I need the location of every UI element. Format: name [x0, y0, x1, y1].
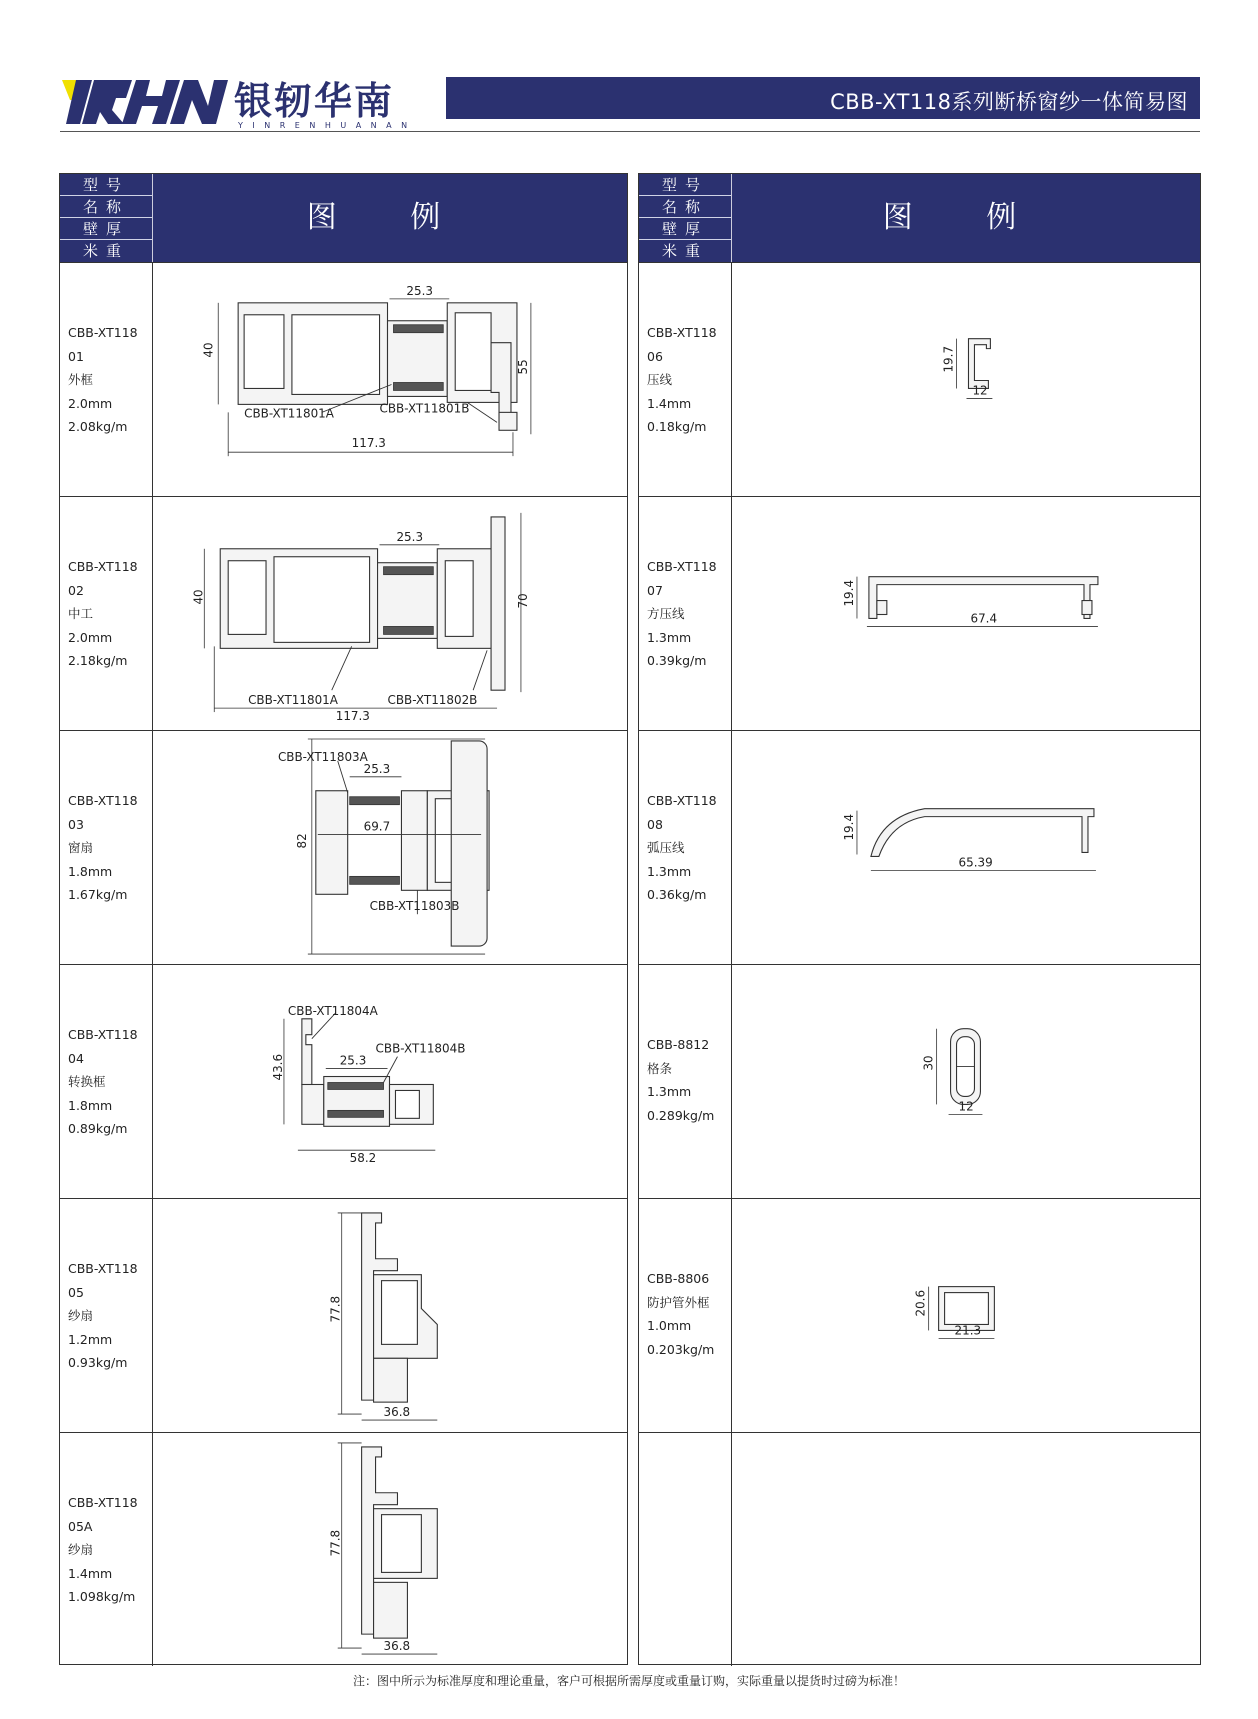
profile-info — [639, 497, 732, 730]
profile-info — [639, 1433, 732, 1666]
profile-drawing — [152, 497, 627, 730]
model-line: CBB-XT118 — [68, 325, 138, 340]
profile-info — [60, 965, 153, 1198]
profile-name: 纱扇 — [68, 1542, 94, 1558]
dim-height: 43.6 — [270, 1053, 285, 1081]
meter-weight: 2.18kg/m — [68, 653, 128, 669]
table-row — [639, 964, 1200, 1198]
profile-drawing — [152, 731, 627, 964]
profile-name: 防护管外框 — [647, 1294, 710, 1310]
dim-width: 12 — [958, 1099, 974, 1114]
dim-width: 65.39 — [958, 855, 993, 870]
wall-thickness: 1.3mm — [647, 863, 692, 879]
dim-height: 20.6 — [913, 1289, 928, 1317]
table-row — [60, 1198, 627, 1432]
callout-b: CBB-XT11803B — [369, 899, 460, 914]
header-title: 图 例 — [306, 200, 473, 235]
table-row — [60, 262, 627, 496]
table-row — [639, 496, 1200, 730]
model-line: CBB-XT118 — [647, 793, 717, 808]
model-line: CBB-XT118 — [647, 325, 717, 340]
profile-name: 方压线 — [647, 606, 685, 622]
profile-drawing — [731, 497, 1200, 730]
table-row — [639, 730, 1200, 964]
dim-width: 117.3 — [351, 436, 386, 451]
dim-width: 117.3 — [335, 709, 370, 724]
brand-name-pinyin: YINRENHUANAN — [238, 121, 417, 130]
profile-drawing — [731, 1199, 1200, 1432]
model-suffix: 07 — [647, 582, 663, 598]
profile-info — [639, 731, 732, 964]
glazing-bead-shape — [968, 339, 990, 389]
profile-name: 纱扇 — [68, 1308, 94, 1324]
dim-height: 40 — [191, 589, 206, 605]
table-row — [60, 730, 627, 964]
meter-weight: 1.098kg/m — [68, 1589, 136, 1605]
wall-thickness: 1.8mm — [68, 1097, 113, 1113]
meter-weight: 0.93kg/m — [68, 1355, 128, 1371]
meter-weight: 2.08kg/m — [68, 419, 128, 435]
header-divider — [60, 131, 1200, 132]
profile-info — [639, 1199, 732, 1432]
profile-info — [639, 965, 732, 1198]
meter-weight: 0.39kg/m — [647, 653, 707, 669]
profile-name: 窗扇 — [68, 840, 94, 856]
dim-thermal-break: 25.3 — [396, 529, 424, 544]
model-suffix: 04 — [68, 1050, 84, 1066]
document-title: CBB-XT118系列断桥窗纱一体简易图 — [830, 90, 1188, 114]
profile-drawing — [152, 263, 627, 496]
profile-drawing — [152, 1199, 627, 1432]
callout-b: CBB-XT11802B — [387, 693, 478, 708]
dim-thermal-break: 25.3 — [406, 283, 434, 298]
model-line: CBB-XT118 — [68, 1027, 138, 1042]
profile-table-right — [638, 173, 1201, 1665]
model-suffix: 01 — [68, 348, 84, 364]
dim-thermal-break: 25.3 — [339, 1053, 367, 1068]
model-line: CBB-XT118 — [68, 1495, 138, 1510]
dim-width: 21.3 — [954, 1323, 982, 1338]
model-suffix: 05A — [68, 1518, 93, 1534]
wall-thickness: 1.0mm — [647, 1318, 692, 1334]
table-row-empty — [639, 1432, 1200, 1666]
dim-width: 67.4 — [970, 611, 998, 626]
model-line: CBB-8812 — [647, 1037, 710, 1052]
dim-height: 19.7 — [941, 345, 956, 373]
table-row — [639, 1198, 1200, 1432]
model-line: CBB-XT118 — [68, 793, 138, 808]
profile-info — [639, 263, 732, 496]
profile-info — [60, 497, 153, 730]
profile-info — [60, 1433, 153, 1666]
table-row — [60, 496, 627, 730]
footnote: 注：图中所示为标准厚度和理论重量，客户可根据所需厚度或重量订购，实际重量以提货时过磅为标准！ — [352, 1674, 905, 1688]
wall-thickness: 1.4mm — [647, 395, 692, 411]
wall-thickness: 1.8mm — [68, 863, 113, 879]
header-title: 图 例 — [882, 200, 1049, 235]
dim-width: 12 — [972, 383, 988, 398]
dim-height: 40 — [201, 342, 216, 358]
table-row — [60, 1432, 627, 1666]
brand-name-cn: 银轫华南 — [234, 79, 395, 123]
header-label-name: 名称 — [60, 196, 152, 218]
model-line: CBB-XT118 — [647, 559, 717, 574]
header-label-thickness: 壁厚 — [639, 218, 731, 240]
profile-drawing — [731, 1433, 1200, 1666]
header-label-model: 型号 — [639, 174, 731, 196]
dim-height: 77.8 — [328, 1529, 343, 1557]
profile-name: 压线 — [647, 372, 673, 388]
profile-drawing — [731, 965, 1200, 1198]
profile-name: 外框 — [68, 372, 94, 388]
model-line: CBB-XT118 — [68, 1261, 138, 1276]
wall-thickness: 2.0mm — [68, 629, 113, 645]
wall-thickness: 1.3mm — [647, 1084, 692, 1100]
header-label-weight: 米重 — [661, 241, 708, 260]
meter-weight: 1.67kg/m — [68, 887, 128, 903]
header-label-name: 名称 — [639, 196, 731, 218]
dim-height: 82 — [294, 833, 309, 849]
screen-sash-a-profile-drawing — [362, 1447, 438, 1638]
meter-weight: 0.36kg/m — [647, 887, 707, 903]
meter-weight: 0.289kg/m — [647, 1107, 715, 1123]
document-title-bar — [446, 77, 1200, 119]
dim-height: 77.8 — [328, 1295, 343, 1323]
callout-a: CBB-XT11804A — [287, 1003, 378, 1018]
header-label-model: 型号 — [60, 174, 152, 196]
adapter-profile-drawing — [302, 1019, 433, 1127]
dim-side-height: 55 — [515, 359, 530, 375]
screen-sash-profile-drawing — [362, 1213, 438, 1402]
profile-info — [60, 263, 153, 496]
profile-drawing — [731, 263, 1200, 496]
profile-name: 弧压线 — [647, 840, 685, 856]
dim-height: 30 — [921, 1055, 936, 1071]
wall-thickness: 1.3mm — [647, 629, 692, 645]
model-suffix: 06 — [647, 348, 663, 364]
header-label-weight: 米重 — [82, 241, 129, 260]
callout-a: CBB-XT11801A — [248, 693, 338, 708]
sash-profile-drawing — [316, 741, 489, 946]
meter-weight: 0.89kg/m — [68, 1121, 128, 1137]
profile-name: 中工 — [68, 606, 94, 622]
dim-side-height: 70 — [515, 593, 530, 609]
wall-thickness: 1.2mm — [68, 1331, 113, 1347]
dim-thermal-break: 25.3 — [363, 761, 391, 776]
profile-drawing — [152, 1433, 627, 1666]
meter-weight: 0.18kg/m — [647, 419, 707, 435]
model-suffix: 02 — [68, 582, 84, 598]
table-row — [60, 964, 627, 1198]
dim-height: 19.4 — [841, 813, 856, 841]
profile-drawing — [731, 731, 1200, 964]
callout-b: CBB-XT11801B — [379, 401, 470, 416]
callout-a: CBB-XT11803A — [277, 749, 368, 764]
callout-a: CBB-XT11801A — [244, 406, 334, 421]
dim-width: 36.8 — [383, 1639, 411, 1654]
profile-table-left — [59, 173, 628, 1665]
wall-thickness: 2.0mm — [68, 395, 113, 411]
mullion-profile-drawing — [220, 517, 505, 690]
wall-thickness: 1.4mm — [68, 1565, 113, 1581]
dim-height: 19.4 — [841, 579, 856, 607]
meter-weight: 0.203kg/m — [647, 1341, 715, 1357]
header-labels — [639, 174, 732, 262]
table-row — [639, 262, 1200, 496]
dim-width: 58.2 — [349, 1151, 377, 1166]
profile-name: 转换框 — [68, 1074, 106, 1090]
arc-bead-shape — [871, 809, 1094, 857]
callout-b: CBB-XT11804B — [375, 1041, 466, 1056]
profile-name: 格条 — [647, 1060, 673, 1076]
table-header — [639, 174, 1200, 262]
model-suffix: 08 — [647, 816, 663, 832]
profile-info — [60, 1199, 153, 1432]
dim-inner-width: 69.7 — [363, 819, 391, 834]
profile-drawing — [152, 965, 627, 1198]
model-line: CBB-XT118 — [68, 559, 138, 574]
brand-logo — [62, 74, 442, 130]
table-header — [60, 174, 627, 262]
model-suffix: 03 — [68, 816, 84, 832]
header-label-thickness: 壁厚 — [60, 218, 152, 240]
profile-info — [60, 731, 153, 964]
dim-width: 36.8 — [383, 1405, 411, 1420]
model-line: CBB-8806 — [647, 1271, 710, 1286]
model-suffix: 05 — [68, 1284, 84, 1300]
header-labels — [60, 174, 153, 262]
